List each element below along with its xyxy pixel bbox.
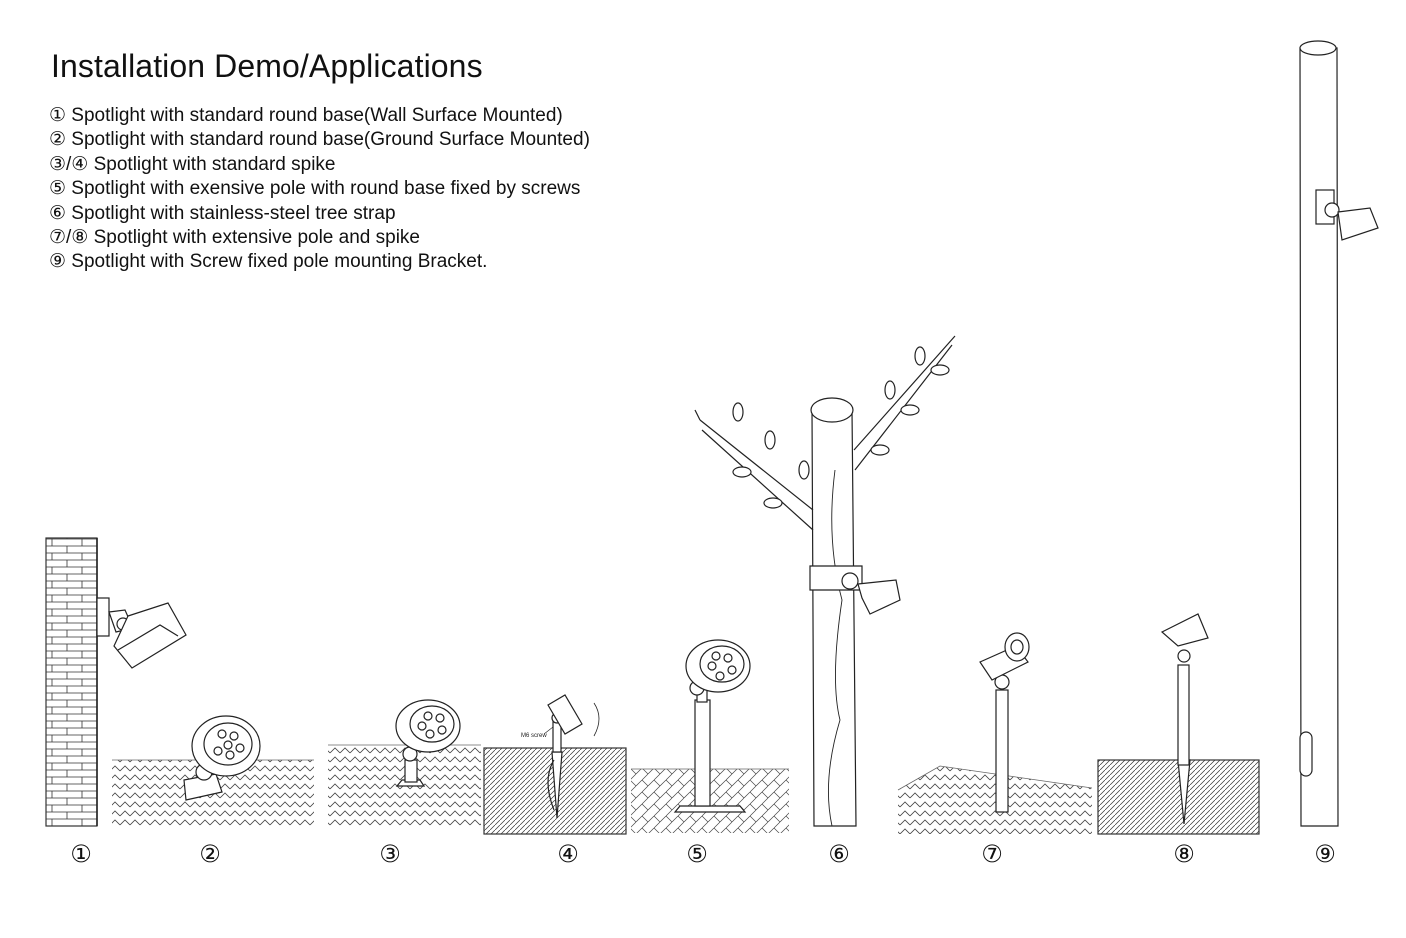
m6-screw-label: M6 screw <box>521 733 547 739</box>
legend-item-3-4: ③/④ Spotlight with standard spike <box>49 153 336 175</box>
tree-strap-spotlight <box>695 336 955 826</box>
diagram-title: Installation Demo/Applications <box>51 48 483 84</box>
label-number-8: ⑧ <box>1173 840 1195 868</box>
label-number-3: ③ <box>379 840 401 868</box>
label-number-9: ⑨ <box>1314 840 1336 868</box>
pole-spike-spotlight-8 <box>1098 614 1259 834</box>
pole-spike-spotlight-7 <box>898 633 1092 834</box>
pole-base-spotlight <box>631 640 789 833</box>
label-number-7: ⑦ <box>981 840 1003 868</box>
spike-spotlight-3 <box>328 700 481 827</box>
legend-item-5: ⑤ Spotlight with exensive pole with round base fixed by screws <box>49 178 581 200</box>
spike-spotlight-4 <box>484 695 626 834</box>
label-number-6: ⑥ <box>828 840 850 868</box>
label-number-5: ⑤ <box>686 840 708 868</box>
ground-mounted-spotlight <box>112 716 314 826</box>
legend-item-7-8: ⑦/⑧ Spotlight with extensive pole and spike <box>49 226 420 248</box>
legend-item-1: ① Spotlight with standard round base(Wall Surface Mounted) <box>49 105 563 126</box>
label-number-2: ② <box>199 840 221 868</box>
legend-item-2: ② Spotlight with standard round base(Ground Surface Mounted) <box>49 129 590 151</box>
legend-item-6: ⑥ Spotlight with stainless-steel tree strap <box>49 202 396 224</box>
label-number-1: ① <box>70 840 92 868</box>
pole-bracket-spotlight <box>1300 41 1378 826</box>
label-number-4: ④ <box>557 840 579 868</box>
legend-item-9: ⑨ Spotlight with Screw fixed pole mounting Bracket. <box>49 251 488 273</box>
